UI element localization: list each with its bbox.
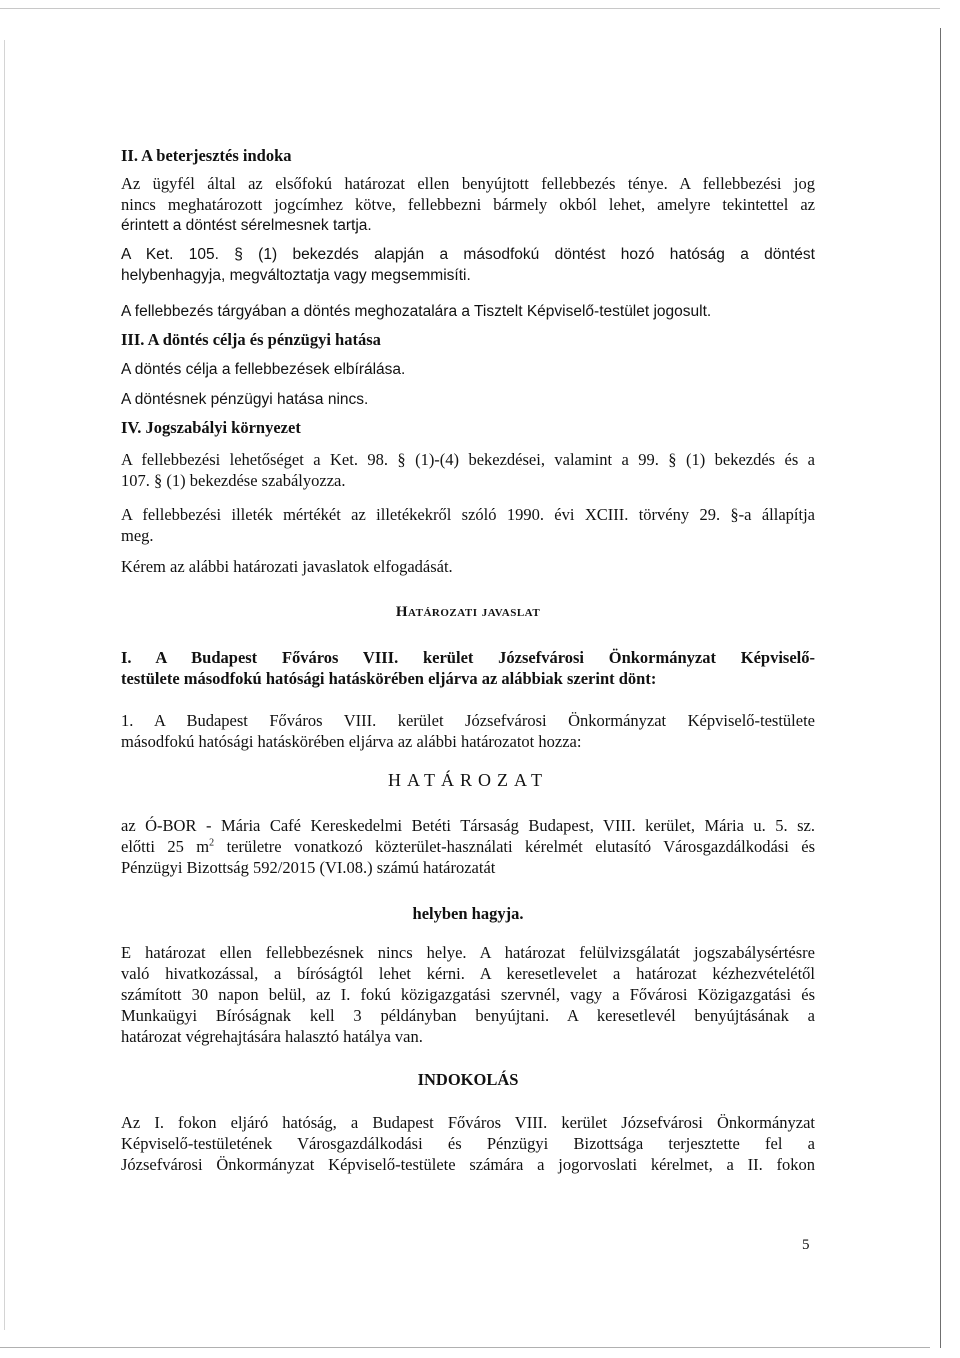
text-line: meg.	[121, 526, 154, 545]
resolution-body	[121, 815, 815, 878]
text-line: I. A Budapest Főváros VIII. kerület Józsefvárosi Önkormányzat Képviselő-	[121, 648, 815, 667]
text-line: A fellebbezési lehetőséget a Ket. 98. § (1)-(4) bekezdései, valamint a 99. § (1) bekezdés és a	[121, 450, 815, 469]
text-fragment: területre vonatkozó közterület-használati kérelmét elutasító Városgazdálkodási és	[214, 837, 815, 856]
resolution-title: HATÁROZAT	[388, 770, 548, 790]
text-line: Az I. fokon eljáró hatóság, a Budapest Főváros VIII. kerület Józsefvárosi Önkormányzat	[121, 1113, 815, 1132]
proposal-item-1	[121, 710, 815, 752]
text-line: E határozat ellen fellebbezésnek nincs helye. A határozat felülvizsgálatát jogszabálysértésre	[121, 943, 815, 962]
paragraph-penzugyi-hatas: A döntésnek pénzügyi hatása nincs.	[121, 391, 369, 408]
paragraph-ket-105	[121, 244, 815, 286]
paragraph-illetek	[121, 504, 815, 546]
text-line: Az ügyfél által az elsőfokú határozat ellen benyújtott fellebbezés ténye. A fellebbezési jog	[121, 174, 815, 193]
text-line: Munkaügyi Bíróságnak kell 3 példányban benyújtani. A keresetlevél benyújtásának a	[121, 1006, 815, 1025]
text-line: másodfokú hatósági hatáskörében eljárva az alábbi határozatot hozza:	[121, 732, 582, 751]
text-line: Józsefvárosi Önkormányzat Képviselő-testülete számára a jogorvoslati kérelmet, a II. fokon	[121, 1155, 815, 1174]
text-line: A Ket. 105. § (1) bekezdés alapján a másodfokú döntést hozó hatóság a döntést	[121, 246, 815, 263]
reasoning-body	[121, 1112, 815, 1175]
text-line: A fellebbezési illeték mértékét az illetékekről szóló 1990. évi XCIII. törvény 29. §-a állapítja	[121, 505, 815, 524]
scan-border-right	[940, 28, 941, 1348]
text-line	[121, 836, 815, 857]
text-line: helybenhagyja, megváltoztatja vagy megsemmisíti.	[121, 267, 471, 284]
resolution-remedy	[121, 942, 815, 1047]
proposal-title: Határozati javaslat	[395, 604, 541, 620]
superscript: 2	[209, 837, 215, 849]
reasoning-title: INDOKOLÁS	[417, 1070, 519, 1089]
text-line: az Ó-BOR - Mária Café Kereskedelmi Betéti Társaság Budapest, VIII. kerület, Mária u. 5. sz.	[121, 816, 815, 835]
scan-border-top	[0, 8, 940, 9]
scan-border-left	[4, 40, 5, 1330]
paragraph-jogosult: A fellebbezés tárgyában a döntés meghozatalára a Tisztelt Képviselő-testület jogosult.	[121, 303, 712, 320]
paragraph-fellebbezes	[121, 173, 815, 236]
text-line: nincs meghatározott jogcímhez kötve, fellebbezni bármely okból lehet, amelyre tekintettel az	[121, 195, 815, 214]
section-heading-3: III. A döntés célja és pénzügyi hatása	[121, 330, 381, 349]
section-heading-4: IV. Jogszabályi környezet	[121, 418, 301, 437]
section-heading-2: II. A beterjesztés indoka	[121, 146, 292, 165]
paragraph-fellebbezesi-lehetoseg	[121, 449, 815, 491]
text-line: való hivatkozással, a bíróságtól lehet kérni. A keresetlevelet a határozat kézhezvételétől	[121, 964, 815, 983]
text-line: Képviselő-testületének Városgazdálkodási és Pénzügyi Bizottsága terjesztette fel a	[121, 1134, 815, 1153]
text-line: 107. § (1) bekezdése szabályozza.	[121, 471, 346, 490]
text-line: testülete másodfokú hatósági hatáskörében eljárva az alábbiak szerint dönt:	[121, 669, 657, 688]
page-number: 5	[802, 1237, 810, 1253]
text-line: Pénzügyi Bizottság 592/2015 (VI.08.) számú határozatát	[121, 858, 496, 877]
scan-border-bottom	[0, 1347, 930, 1348]
proposal-intro	[121, 647, 815, 689]
paragraph-dontes-celja: A döntés célja a fellebbezések elbírálása.	[121, 361, 406, 378]
text-line: számított 30 napon belül, az I. fokú közigazgatási szervnél, vagy a Fővárosi Közigazgatási és	[121, 985, 815, 1004]
text-fragment: előtti 25 m	[121, 837, 210, 856]
text-line: érintett a döntést sérelmesnek tartja.	[121, 217, 372, 234]
text-line: 1. A Budapest Főváros VIII. kerület Józsefvárosi Önkormányzat Képviselő-testülete	[121, 711, 815, 730]
paragraph-kerem: Kérem az alábbi határozati javaslatok elfogadását.	[121, 557, 453, 576]
text-line: határozat végrehajtására halasztó hatálya van.	[121, 1027, 423, 1046]
resolution-verdict: helyben hagyja.	[412, 904, 524, 923]
